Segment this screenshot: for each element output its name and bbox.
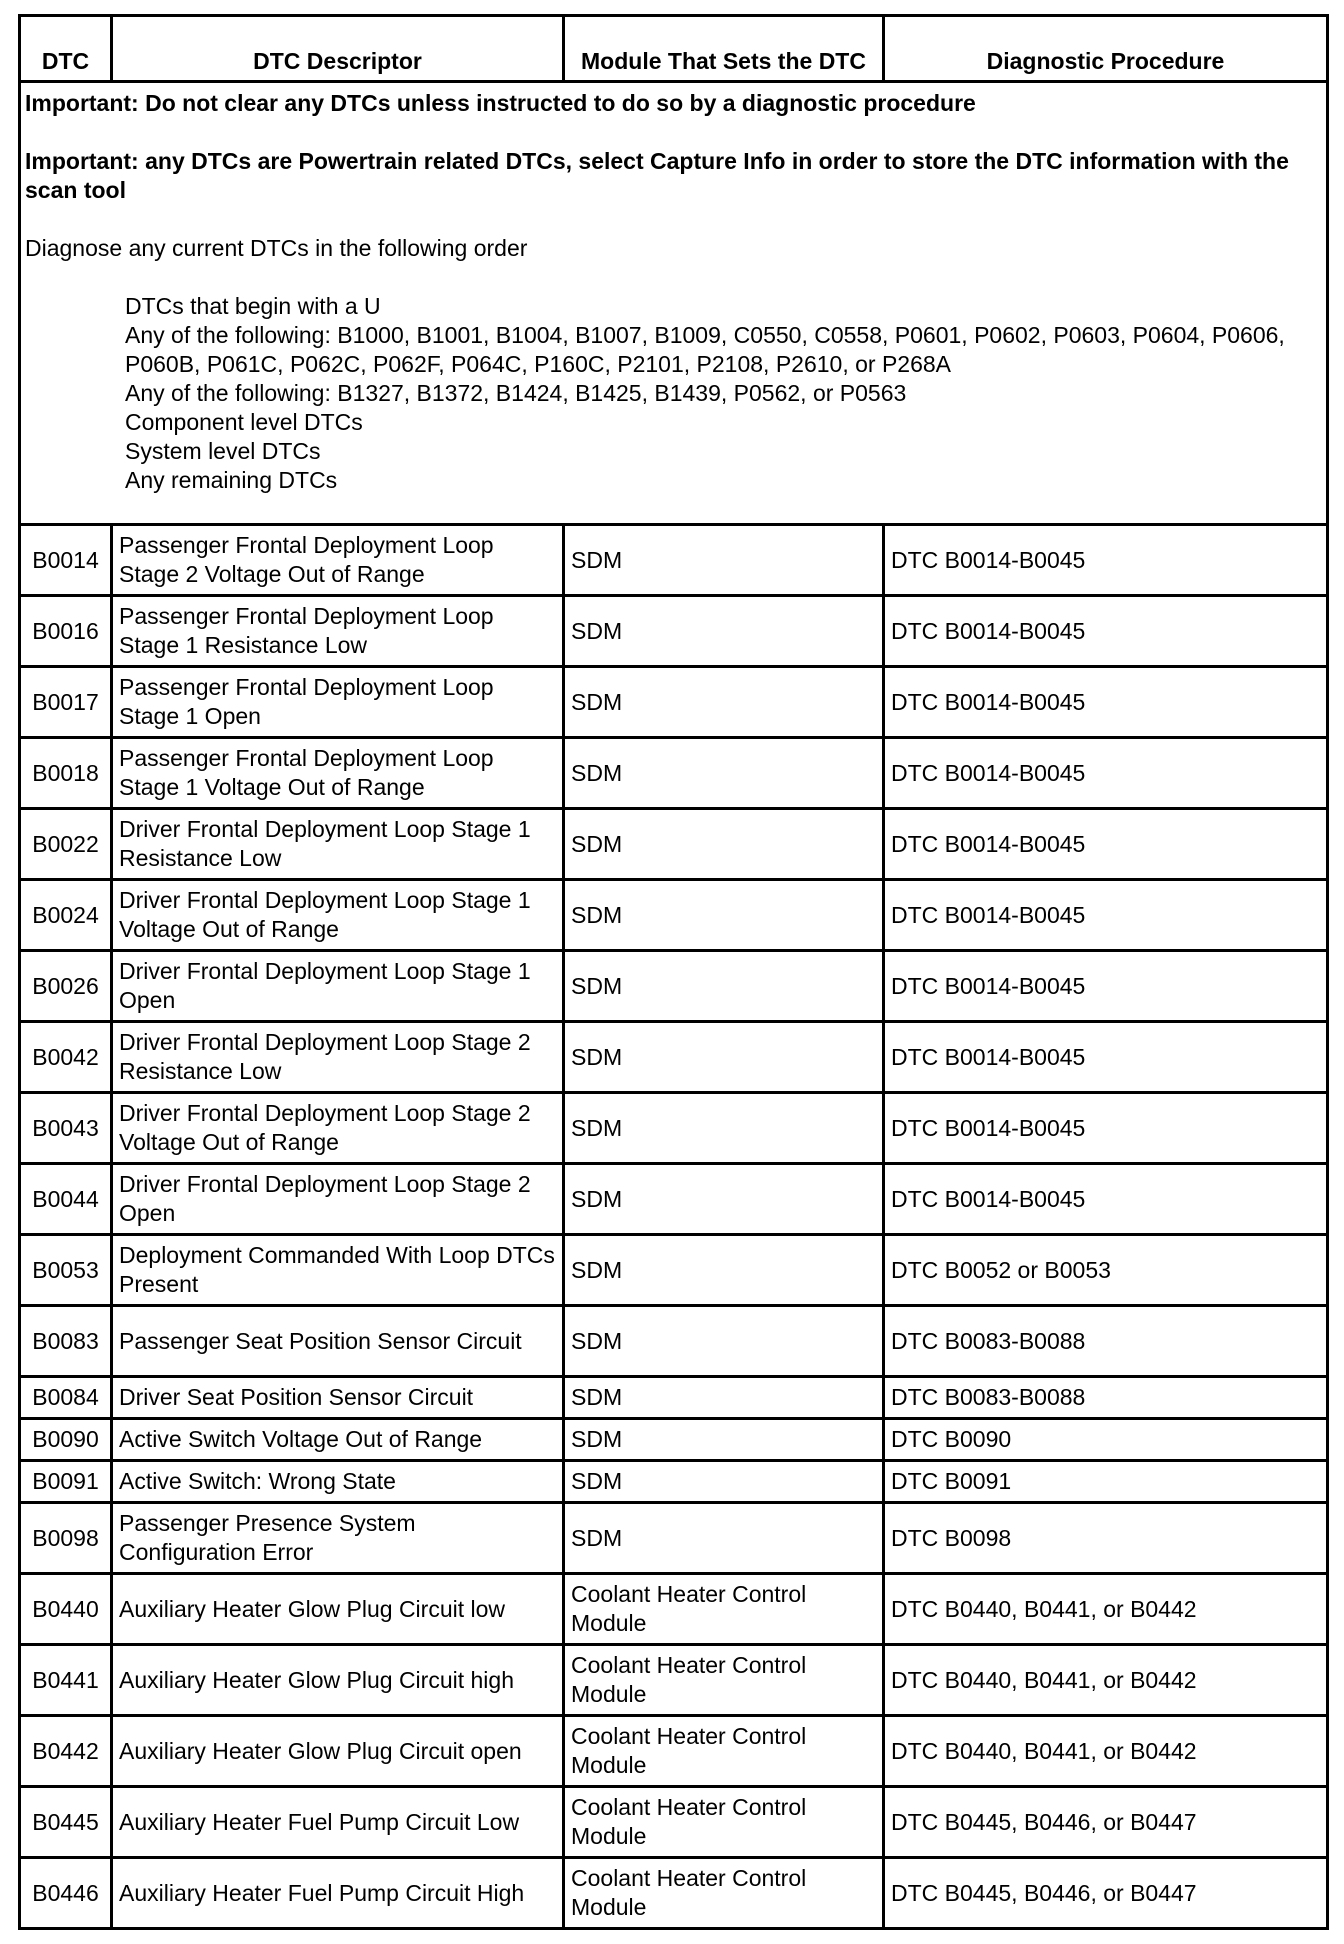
cell-procedure: DTC B0440, B0441, or B0442	[884, 1574, 1328, 1645]
table-row	[20, 738, 1328, 809]
cell-dtc: B0098	[20, 1503, 112, 1574]
cell-descriptor: Driver Frontal Deployment Loop Stage 2 Resistance Low	[112, 1022, 564, 1093]
cell-procedure: DTC B0091	[884, 1461, 1328, 1503]
cell-dtc: B0053	[20, 1235, 112, 1306]
cell-procedure: DTC B0445, B0446, or B0447	[884, 1858, 1328, 1929]
cell-module: SDM	[564, 951, 884, 1022]
cell-descriptor: Driver Frontal Deployment Loop Stage 2 Open	[112, 1164, 564, 1235]
cell-dtc: B0014	[20, 525, 112, 596]
cell-module: SDM	[564, 809, 884, 880]
table-row	[20, 1093, 1328, 1164]
cell-dtc: B0042	[20, 1022, 112, 1093]
cell-procedure: DTC B0014-B0045	[884, 667, 1328, 738]
cell-module: SDM	[564, 525, 884, 596]
header-dtc-descriptor: DTC Descriptor	[112, 16, 564, 82]
table-row	[20, 880, 1328, 951]
table-row	[20, 1858, 1328, 1929]
header-row	[20, 16, 1328, 82]
table-row	[20, 1419, 1328, 1461]
cell-dtc: B0026	[20, 951, 112, 1022]
cell-procedure: DTC B0445, B0446, or B0447	[884, 1787, 1328, 1858]
notes-row	[20, 82, 1328, 525]
cell-module: SDM	[564, 1164, 884, 1235]
cell-descriptor: Driver Frontal Deployment Loop Stage 2 Voltage Out of Range	[112, 1093, 564, 1164]
table-row	[20, 809, 1328, 880]
table-row	[20, 1022, 1328, 1093]
dtc-table	[18, 14, 1329, 1930]
cell-descriptor: Auxiliary Heater Glow Plug Circuit high	[112, 1645, 564, 1716]
cell-dtc: B0024	[20, 880, 112, 951]
table-row	[20, 1164, 1328, 1235]
table-row	[20, 1306, 1328, 1377]
cell-descriptor: Active Switch Voltage Out of Range	[112, 1419, 564, 1461]
cell-descriptor: Passenger Frontal Deployment Loop Stage 2 Voltage Out of Range	[112, 525, 564, 596]
cell-module: SDM	[564, 1093, 884, 1164]
cell-descriptor: Driver Frontal Deployment Loop Stage 1 Voltage Out of Range	[112, 880, 564, 951]
cell-module: SDM	[564, 1022, 884, 1093]
cell-module: Coolant Heater Control Module	[564, 1716, 884, 1787]
cell-descriptor: Driver Frontal Deployment Loop Stage 1 Open	[112, 951, 564, 1022]
cell-dtc: B0017	[20, 667, 112, 738]
cell-module: Coolant Heater Control Module	[564, 1858, 884, 1929]
cell-dtc: B0441	[20, 1645, 112, 1716]
cell-procedure: DTC B0052 or B0053	[884, 1235, 1328, 1306]
cell-dtc: B0016	[20, 596, 112, 667]
cell-dtc: B0090	[20, 1419, 112, 1461]
cell-module: SDM	[564, 596, 884, 667]
cell-dtc: B0084	[20, 1377, 112, 1419]
cell-descriptor: Auxiliary Heater Glow Plug Circuit open	[112, 1716, 564, 1787]
important-note-1: Important: Do not clear any DTCs unless instructed to do so by a diagnostic procedure	[25, 90, 976, 116]
cell-module: Coolant Heater Control Module	[564, 1645, 884, 1716]
order-item: Component level DTCs	[125, 409, 363, 435]
cell-procedure: DTC B0014-B0045	[884, 880, 1328, 951]
cell-descriptor: Passenger Seat Position Sensor Circuit	[112, 1306, 564, 1377]
table-row	[20, 1787, 1328, 1858]
cell-module: SDM	[564, 1419, 884, 1461]
cell-module: SDM	[564, 880, 884, 951]
table-row	[20, 525, 1328, 596]
cell-module: SDM	[564, 1306, 884, 1377]
cell-descriptor: Passenger Frontal Deployment Loop Stage 1 Resistance Low	[112, 596, 564, 667]
cell-dtc: B0022	[20, 809, 112, 880]
cell-module: Coolant Heater Control Module	[564, 1574, 884, 1645]
cell-module: SDM	[564, 1235, 884, 1306]
cell-procedure: DTC B0098	[884, 1503, 1328, 1574]
dtc-table-container	[18, 14, 1326, 1930]
cell-descriptor: Deployment Commanded With Loop DTCs Present	[112, 1235, 564, 1306]
order-item: Any remaining DTCs	[125, 467, 338, 493]
header-module: Module That Sets the DTC	[564, 16, 884, 82]
cell-procedure: DTC B0014-B0045	[884, 1022, 1328, 1093]
table-row	[20, 1574, 1328, 1645]
cell-descriptor: Passenger Frontal Deployment Loop Stage 1 Voltage Out of Range	[112, 738, 564, 809]
cell-dtc: B0044	[20, 1164, 112, 1235]
cell-procedure: DTC B0014-B0045	[884, 1164, 1328, 1235]
cell-module: SDM	[564, 738, 884, 809]
cell-descriptor: Passenger Frontal Deployment Loop Stage 1 Open	[112, 667, 564, 738]
cell-module: SDM	[564, 1461, 884, 1503]
cell-procedure: DTC B0440, B0441, or B0442	[884, 1645, 1328, 1716]
cell-procedure: DTC B0014-B0045	[884, 525, 1328, 596]
cell-procedure: DTC B0014-B0045	[884, 809, 1328, 880]
cell-dtc: B0442	[20, 1716, 112, 1787]
diagnose-order-list	[25, 292, 1322, 495]
cell-dtc: B0446	[20, 1858, 112, 1929]
important-note-2: Important: any DTCs are Powertrain related DTCs, select Capture Info in order to store the DTC information with the scan tool	[25, 148, 1289, 203]
cell-module: SDM	[564, 1377, 884, 1419]
cell-descriptor: Active Switch: Wrong State	[112, 1461, 564, 1503]
cell-descriptor: Auxiliary Heater Fuel Pump Circuit Low	[112, 1787, 564, 1858]
cell-descriptor: Auxiliary Heater Fuel Pump Circuit High	[112, 1858, 564, 1929]
cell-dtc: B0440	[20, 1574, 112, 1645]
table-row	[20, 667, 1328, 738]
cell-descriptor: Driver Frontal Deployment Loop Stage 1 Resistance Low	[112, 809, 564, 880]
cell-procedure: DTC B0014-B0045	[884, 596, 1328, 667]
cell-descriptor: Passenger Presence System Configuration Error	[112, 1503, 564, 1574]
table-row	[20, 1503, 1328, 1574]
cell-dtc: B0018	[20, 738, 112, 809]
order-item: Any of the following: B1327, B1372, B1424, B1425, B1439, P0562, or P0563	[125, 380, 907, 406]
header-dtc: DTC	[20, 16, 112, 82]
notes-cell	[20, 82, 1328, 525]
header-diagnostic-procedure: Diagnostic Procedure	[884, 16, 1328, 82]
cell-module: SDM	[564, 667, 884, 738]
cell-descriptor: Driver Seat Position Sensor Circuit	[112, 1377, 564, 1419]
cell-procedure: DTC B0440, B0441, or B0442	[884, 1716, 1328, 1787]
cell-module: Coolant Heater Control Module	[564, 1787, 884, 1858]
cell-procedure: DTC B0014-B0045	[884, 738, 1328, 809]
table-row	[20, 1235, 1328, 1306]
cell-procedure: DTC B0083-B0088	[884, 1377, 1328, 1419]
cell-procedure: DTC B0014-B0045	[884, 1093, 1328, 1164]
cell-module: SDM	[564, 1503, 884, 1574]
cell-dtc: B0445	[20, 1787, 112, 1858]
order-item: System level DTCs	[125, 438, 321, 464]
cell-dtc: B0043	[20, 1093, 112, 1164]
table-row	[20, 596, 1328, 667]
cell-descriptor: Auxiliary Heater Glow Plug Circuit low	[112, 1574, 564, 1645]
cell-procedure: DTC B0090	[884, 1419, 1328, 1461]
table-row	[20, 951, 1328, 1022]
order-item: DTCs that begin with a U	[125, 293, 381, 319]
table-row	[20, 1377, 1328, 1419]
cell-dtc: B0083	[20, 1306, 112, 1377]
table-row	[20, 1645, 1328, 1716]
table-row	[20, 1716, 1328, 1787]
table-row	[20, 1461, 1328, 1503]
cell-dtc: B0091	[20, 1461, 112, 1503]
cell-procedure: DTC B0014-B0045	[884, 951, 1328, 1022]
cell-procedure: DTC B0083-B0088	[884, 1306, 1328, 1377]
diagnose-intro: Diagnose any current DTCs in the following order	[25, 235, 528, 261]
order-item: Any of the following: B1000, B1001, B1004, B1007, B1009, C0550, C0558, P0601, P0602, P0603, P0604, P0606, P060B, P061C, P062C, P062F, P064C, P160C, P2101, P2108, P2610, or P268A	[125, 322, 1285, 377]
